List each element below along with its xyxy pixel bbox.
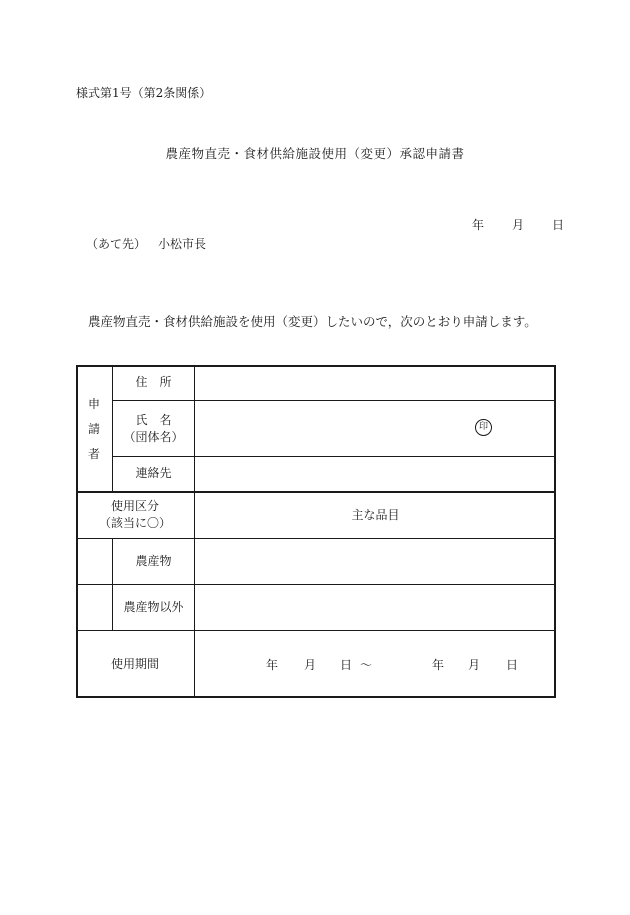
date-day-label: 日 xyxy=(551,218,564,232)
application-table xyxy=(76,365,556,698)
form-number: 様式第1号（第2条関係） xyxy=(76,86,212,100)
section-divider xyxy=(76,491,556,493)
period-tilde: ～ xyxy=(360,658,373,672)
applicant-char: 申 xyxy=(87,397,100,411)
address-label: 住 所 xyxy=(135,375,172,389)
org-label: （団体名） xyxy=(123,430,184,444)
non-agri-label: 農産物以外 xyxy=(123,600,184,614)
applicant-label xyxy=(76,365,112,492)
applicant-char: 者 xyxy=(87,447,100,461)
addressee-prefix: （あて先） xyxy=(86,237,147,251)
main-items-label: 主な品目 xyxy=(351,508,400,522)
table-border-right xyxy=(554,365,556,698)
period-year-start: 年 xyxy=(266,658,279,672)
table-border-bottom xyxy=(76,696,556,698)
document-title: 農産物直売・食材供給施設使用（変更）承認申請書 xyxy=(165,146,465,161)
seal-mark: 印 xyxy=(475,419,492,436)
usage-category-label: 使用区分 xyxy=(110,499,159,513)
period-month-start: 月 xyxy=(304,658,317,672)
period-day-end: 日 xyxy=(506,658,519,672)
name-label: 氏 名 xyxy=(135,413,172,427)
row-divider xyxy=(112,400,556,401)
row-divider xyxy=(76,538,556,539)
period-year-end: 年 xyxy=(432,658,445,672)
contact-label: 連絡先 xyxy=(135,466,172,480)
agri-label: 農産物 xyxy=(135,554,172,568)
usage-category-note: （該当に〇） xyxy=(98,516,171,530)
row-divider xyxy=(76,584,556,585)
name-label-group xyxy=(113,412,194,446)
date-month-label: 月 xyxy=(511,218,524,232)
column-divider xyxy=(112,538,113,631)
date-year-label: 年 xyxy=(472,218,485,232)
row-divider xyxy=(76,630,556,631)
addressee-name: 小松市長 xyxy=(158,237,207,251)
table-border-top xyxy=(76,365,556,367)
row-divider xyxy=(112,456,556,457)
applicant-char: 請 xyxy=(87,422,100,436)
date-line xyxy=(472,216,564,233)
body-text: 農産物直売・食材供給施設を使用（変更）したいので，次のとおり申請します。 xyxy=(88,314,537,329)
column-divider xyxy=(194,365,195,698)
period-label: 使用期間 xyxy=(110,657,159,671)
period-day-start: 日 xyxy=(340,658,353,672)
addressee xyxy=(86,235,206,252)
period-month-end: 月 xyxy=(468,658,481,672)
usage-category-group xyxy=(76,498,194,532)
